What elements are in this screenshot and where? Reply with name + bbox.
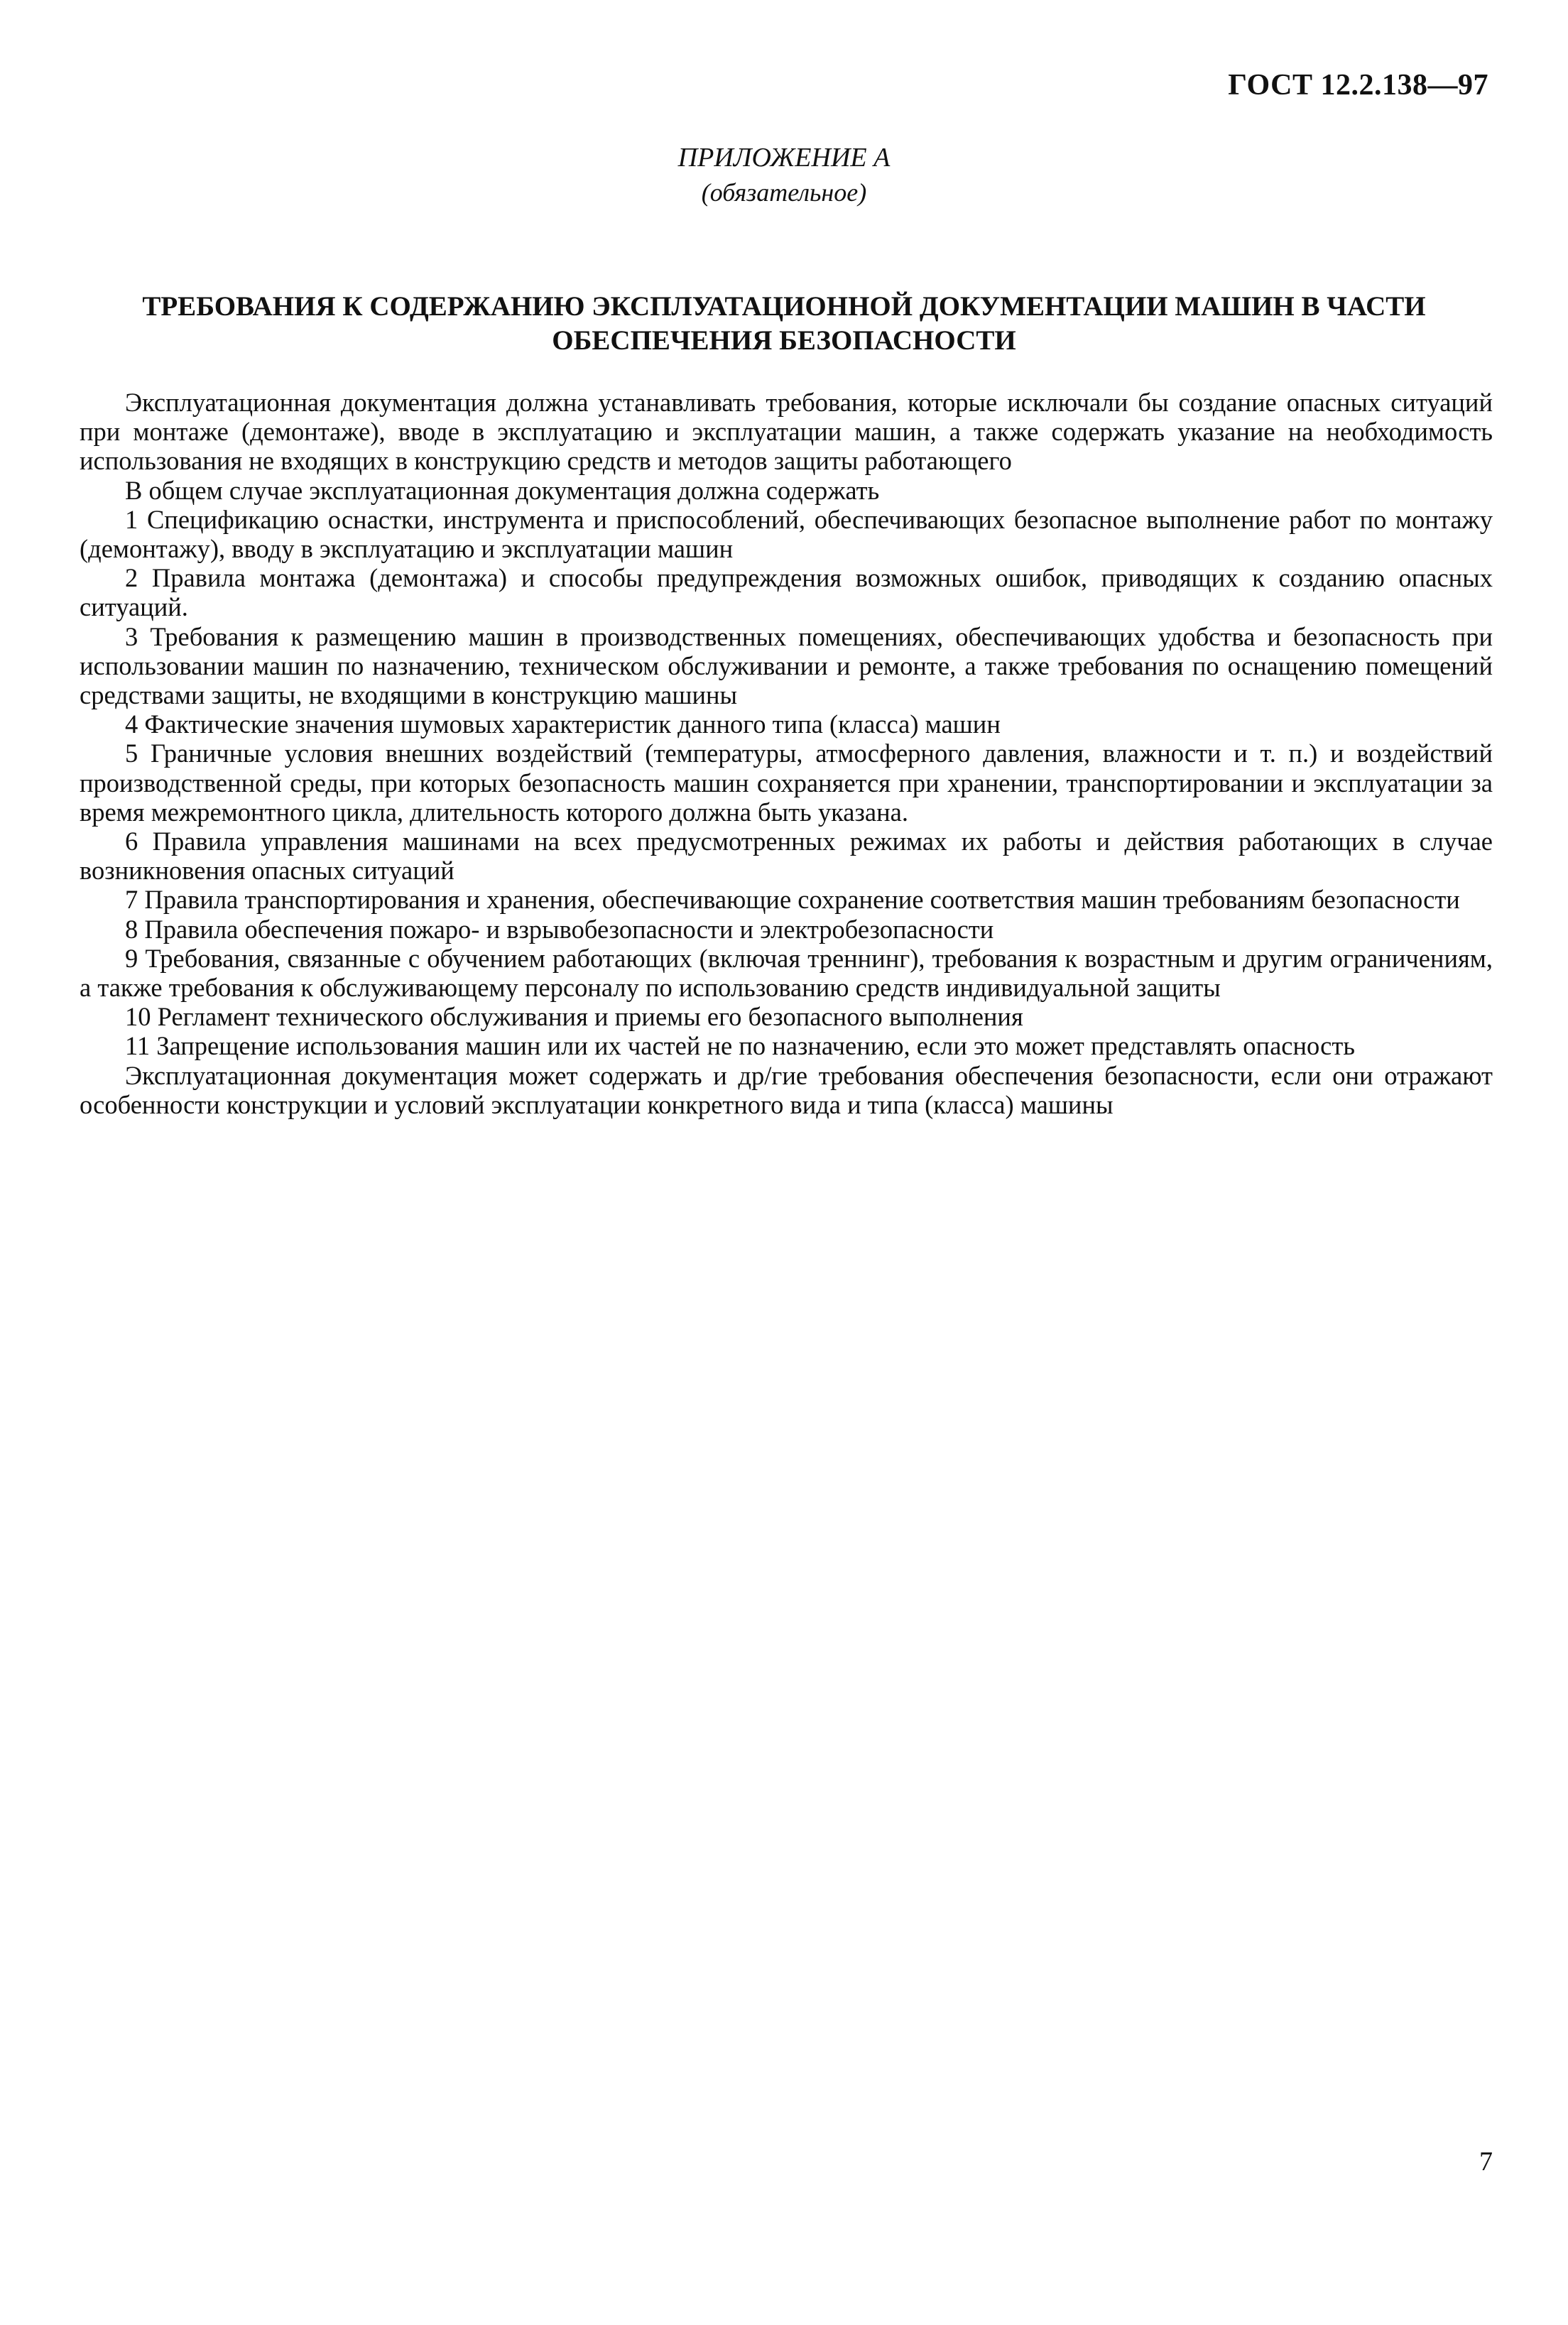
page-number: 7 — [1479, 2147, 1493, 2177]
section-heading: ТРЕБОВАНИЯ К СОДЕРЖАНИЮ ЭКСПЛУАТАЦИОННОЙ ДОКУМЕНТАЦИИ МАШИН В ЧАСТИ ОБЕСПЕЧЕНИЯ БЕЗОПАСНОСТИ — [142, 291, 1426, 356]
list-item-1: 1 Спецификацию оснастки, инструмента и приспособлений, обеспечивающих безопасное выполнение работ по монтажу (демонтажу), вводу в эксплуатацию и эксплуатации машин — [80, 504, 1493, 564]
appendix-note: (обязательное) — [701, 178, 867, 207]
paragraph-closing: Эксплуатационная документация может содержать и др/гие требования обеспечения безопасности, если они отражают особенности конструкции и условий эксплуатации конкретного вида и типа (класса) машины — [80, 1060, 1493, 1119]
list-item-10: 10 Регламент технического обслуживания и приемы его безопасного выполнения — [125, 1002, 1023, 1032]
document-code: ГОСТ 12.2.138—97 — [1228, 69, 1488, 102]
list-item-6: 6 Правила управления машинами на всех предусмотренных режимах их работы и действия работающих в случае возникновения опасных ситуаций — [80, 827, 1493, 886]
list-item-7: 7 Правила транспортирования и хранения, обеспечивающие сохранение соответствия машин требованиям безопасности — [125, 885, 1460, 915]
list-item-3: 3 Требования к размещению машин в производственных помещениях, обеспечивающих удобства и безопасность при использовании машин по назначению, техническом обслуживании и ремонте, а также требования по оснащению помещений средствами защиты, не входящими в конструкцию машины — [80, 621, 1493, 710]
list-item-4: 4 Фактические значения шумовых характеристик данного типа (класса) машин — [125, 709, 1001, 739]
list-item-5: 5 Граничные условия внешних воздействий (температуры, атмосферного давления, влажности и т. п.) и воздействий производственной среды, при которых безопасность машин сохраняется при хранении, транспортировании и эксплуатации за время межремонтного цикла, длительность которого должна быть указана. — [80, 739, 1493, 827]
paragraph-general: В общем случае эксплуатационная документация должна содержать — [125, 475, 880, 505]
list-item-11: 11 Запрещение использования машин или их частей не по назначению, если это может представлять опасность — [125, 1031, 1355, 1061]
list-item-9: 9 Требования, связанные с обучением работающих (включая треннинг), требования к возрастным и другим ограничениям, а также требования к обслуживающему персоналу по использованию средств индивидуальной защиты — [80, 943, 1493, 1003]
body-text — [80, 388, 1493, 1119]
list-item-2: 2 Правила монтажа (демонтажа) и способы предупреждения возможных ошибок, приводящих к созданию опасных ситуаций. — [80, 563, 1493, 622]
appendix-title: ПРИЛОЖЕНИЕ А — [677, 143, 891, 173]
list-item-8: 8 Правила обеспечения пожаро- и взрывобезопасности и электробезопасности — [125, 914, 994, 944]
paragraph-intro: Эксплуатационная документация должна устанавливать требования, которые исключали бы создание опасных ситуаций при монтаже (демонтаже), вводе в эксплуатацию и эксплуатации машин, а также содержать указание на необходимость использования не входящих в конструкцию средств и методов защиты работающего — [80, 388, 1493, 476]
